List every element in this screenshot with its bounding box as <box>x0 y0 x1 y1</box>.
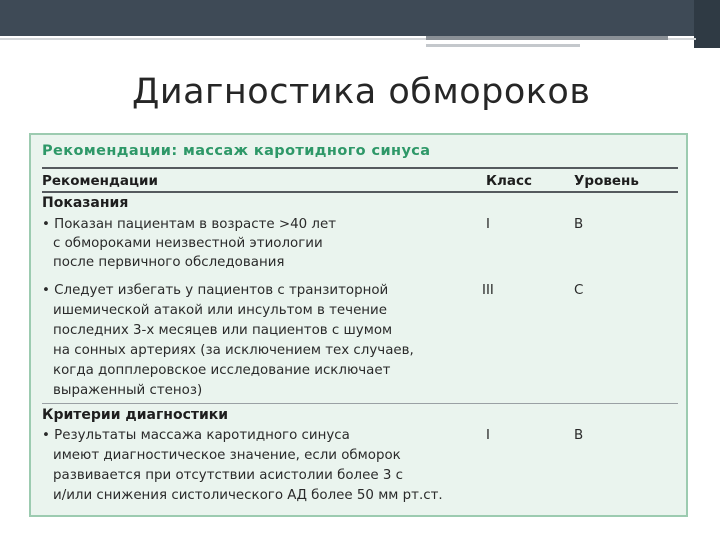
header-level: Уровень <box>574 173 639 189</box>
row-level: B <box>574 217 584 232</box>
row-text-line: после первичного обследования <box>53 255 285 270</box>
row-level: B <box>574 428 584 443</box>
row-text-line: развивается при отсутствии асистолии более 3 с <box>53 468 403 483</box>
section-heading: Показания <box>42 195 129 211</box>
header-class: Класс <box>486 173 533 189</box>
section-rule <box>42 403 678 404</box>
row-class: III <box>482 283 494 298</box>
slide-title: Диагностика обмороков <box>132 72 591 112</box>
row-text-line: и/или снижения систолического АД более 50 мм рт.ст. <box>53 488 443 503</box>
top-decor-accent <box>694 0 720 48</box>
table-top-rule <box>42 167 678 169</box>
row-text-line: последних 3-х месяцев или пациентов с шумом <box>53 323 393 338</box>
row-text-line: ишемической атакой или инсультом в течение <box>53 303 388 318</box>
recommendations-table <box>29 133 688 517</box>
row-text-line: когда допплеровское исследование исключает <box>53 363 391 378</box>
row-text-line: имеют диагностическое значение, если обморок <box>53 448 401 463</box>
header-recommendations: Рекомендации <box>42 173 158 189</box>
row-text-line: с обмороками неизвестной этиологии <box>53 236 323 251</box>
decor-rule <box>426 44 580 47</box>
row-level: C <box>574 283 584 298</box>
row-class: I <box>486 217 490 232</box>
header-rule <box>42 191 678 193</box>
row-text-line: на сонных артериях (за исключением тех случаев, <box>53 343 414 358</box>
row-text-line: • Следует избегать у пациентов с транзиторной <box>42 283 389 298</box>
decor-rule <box>426 36 668 40</box>
row-class: I <box>486 428 490 443</box>
row-text-line: выраженный стеноз) <box>53 383 203 398</box>
section-heading: Критерии диагностики <box>42 407 229 423</box>
row-text-line: • Результаты массажа каротидного синуса <box>42 428 350 443</box>
table-caption: Рекомендации: массаж каротидного синуса <box>42 143 431 159</box>
top-decor-bar <box>0 0 720 36</box>
row-text-line: • Показан пациентам в возрасте >40 лет <box>42 217 337 232</box>
